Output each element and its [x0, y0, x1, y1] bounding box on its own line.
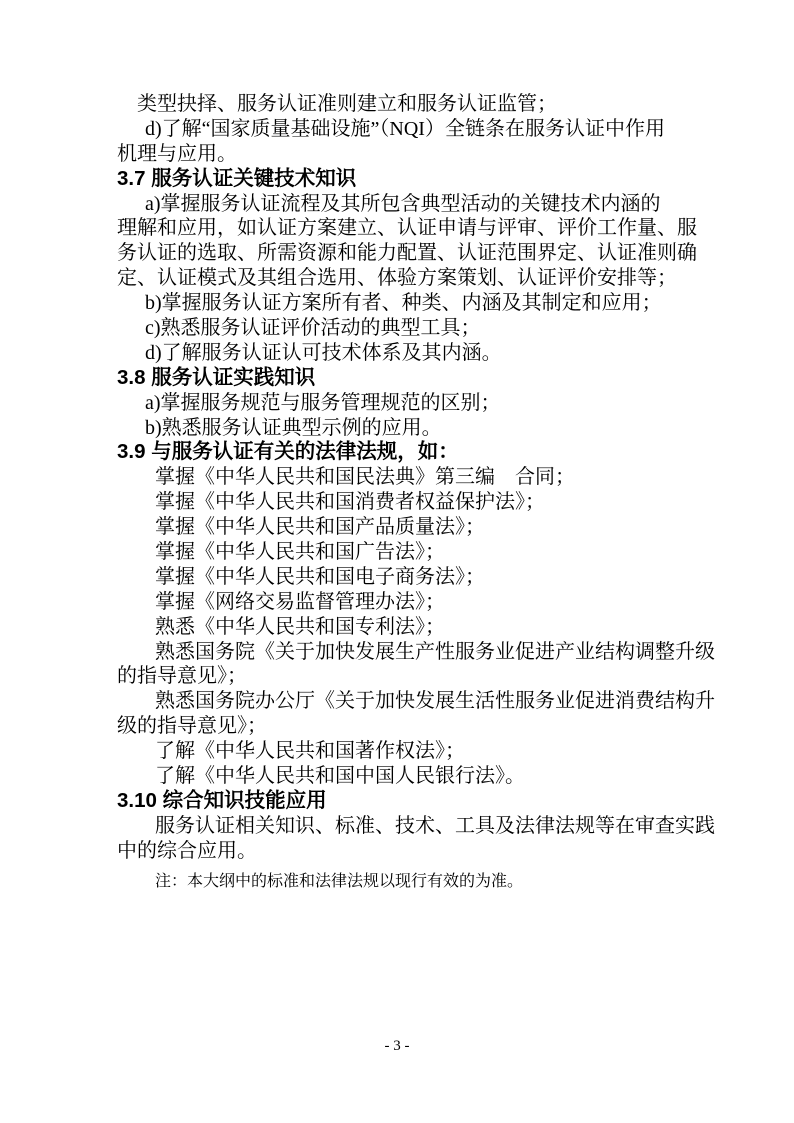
text-line: 了解《中华人民共和国中国人民银行法》。: [155, 765, 525, 788]
text-line: 掌握《中华人民共和国民法典》第三编 合同；: [155, 466, 575, 489]
text-line: b)熟悉服务认证典型示例的应用。: [145, 416, 442, 439]
section-heading: 3.7 服务认证关键技术知识: [117, 166, 357, 190]
page-number: - 3 -: [384, 1038, 410, 1054]
text-line: 了解《中华人民共和国著作权法》；: [155, 740, 465, 763]
text-line: d)了解“国家质量基础设施”（NQI）全链条在服务认证中作用: [145, 117, 665, 140]
text-line: 掌握《中华人民共和国消费者权益保护法》；: [155, 491, 545, 514]
text-line: a)掌握服务认证流程及其所包含典型活动的关键技术内涵的: [145, 192, 661, 215]
footnote: 注：本大纲中的标准和法律法规以现行有效的为准。: [155, 873, 524, 890]
text-line: 的指导意见》；: [117, 665, 247, 688]
section-heading: 3.8 服务认证实践知识: [117, 365, 316, 389]
text-line: 掌握《网络交易监督管理办法》；: [155, 590, 445, 613]
text-line: 理解和应用，如认证方案建立、认证申请与评审、评价工作量、服: [117, 217, 697, 240]
text-line: 服务认证相关知识、标准、技术、工具及法律法规等在审查实践: [155, 814, 715, 837]
text-line: 务认证的选取、所需资源和能力配置、认证范围界定、认证准则确: [117, 242, 697, 265]
text-line: 机理与应用。: [117, 142, 237, 165]
text-line: 掌握《中华人民共和国广告法》；: [155, 541, 445, 564]
text-line: 熟悉国务院办公厅《关于加快发展生活性服务业促进消费结构升: [155, 690, 715, 713]
text-line: d)了解服务认证认可技术体系及其内涵。: [145, 341, 502, 364]
section-heading: 3.10 综合知识技能应用: [117, 788, 327, 812]
text-line: 中的综合应用。: [117, 839, 257, 862]
text-block: [117, 92, 715, 864]
text-line: b)掌握服务认证方案所有者、种类、内涵及其制定和应用；: [145, 292, 662, 315]
text-line: 熟悉《中华人民共和国专利法》；: [155, 615, 445, 638]
text-line: 熟悉国务院《关于加快发展生产性服务业促进产业结构调整升级: [155, 640, 715, 663]
text-line: c)熟悉服务认证评价活动的典型工具；: [145, 317, 481, 340]
text-line: 定、认证模式及其组合选用、体验方案策划、认证评价安排等；: [117, 267, 677, 290]
text-line: 掌握《中华人民共和国产品质量法》；: [155, 516, 485, 539]
text-line: 掌握《中华人民共和国电子商务法》；: [155, 565, 485, 588]
text-line: 级的指导意见》；: [117, 715, 267, 738]
text-line: a)掌握服务规范与服务管理规范的区别；: [145, 391, 501, 414]
section-heading: 3.9 与服务认证有关的法律法规，如：: [117, 440, 459, 464]
text-line: 类型抉择、服务认证准则建立和服务认证监管；: [137, 93, 557, 115]
